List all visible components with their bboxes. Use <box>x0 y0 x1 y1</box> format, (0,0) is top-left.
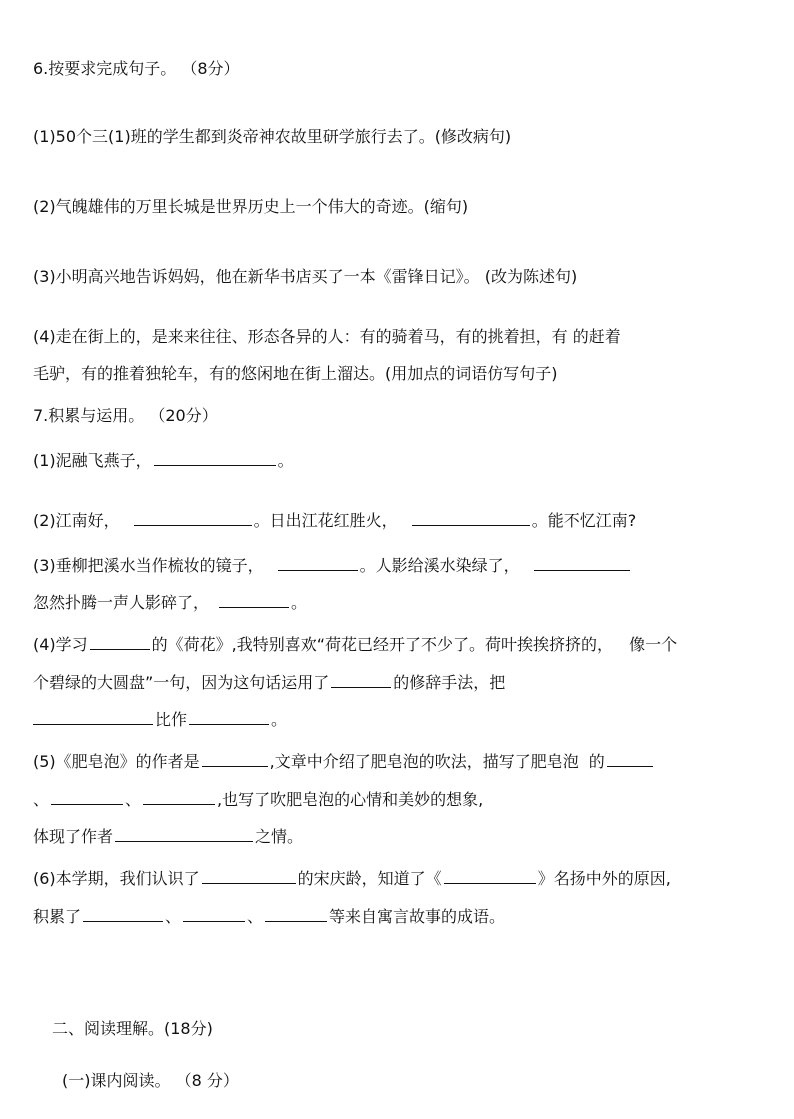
answer-blank[interactable] <box>189 709 269 725</box>
answer-blank[interactable] <box>154 450 276 466</box>
q7-item-5-text-f: ,也写了吹肥皂泡的心情和美妙的想象, <box>217 790 484 809</box>
section-2-title: 二、阅读理解。(18分) <box>52 1019 213 1038</box>
answer-blank[interactable] <box>33 709 153 725</box>
answer-blank[interactable] <box>134 510 252 526</box>
answer-blank[interactable] <box>202 868 296 884</box>
q7-item-4-text-c: 像一个 <box>629 635 678 654</box>
q6-sentence-3: (3)小明高兴地告诉妈妈，他在新华书店买了一本《雷锋日记》。 (改为陈述句) <box>33 267 578 286</box>
q7-item-3-line-1 <box>33 555 632 577</box>
section-2-subtitle: (一)课内阅读。 （8 分） <box>62 1071 239 1090</box>
q7-item-5-line-2 <box>33 789 483 811</box>
answer-blank[interactable] <box>219 592 289 608</box>
q7-item-6-line-1 <box>33 868 671 890</box>
q7-item-6-text-e: 、 <box>165 907 182 926</box>
answer-blank[interactable] <box>278 555 358 571</box>
q7-item-5-text-d: 、 <box>33 790 50 809</box>
q6-sentence-1: (1)50个三(1)班的学生都到炎帝神农故里研学旅行去了。(修改病句) <box>33 127 512 146</box>
answer-blank[interactable] <box>265 906 327 922</box>
answer-blank[interactable] <box>183 906 245 922</box>
q7-item-6-line-2 <box>33 906 505 928</box>
q7-item-6-text-a: (6)本学期，我们认识了 <box>33 869 200 888</box>
answer-blank[interactable] <box>202 751 268 767</box>
q7-item-2-text-a: (2)江南好， <box>33 511 120 530</box>
q7-item-4-text-d: 个碧绿的大圆盘”一句，因为这句话运用了 <box>33 673 330 692</box>
q7-item-4-line-3 <box>33 709 287 731</box>
q7-item-4-text-b: 的《荷花》,我特别喜欢“荷花已经开了不少了。荷叶挨挨挤挤的， <box>151 635 614 654</box>
q7-item-5-text-g: 体现了作者 <box>33 827 114 846</box>
q7-item-2-text-b: 。日出江花红胜火， <box>253 511 398 530</box>
q7-item-4-line-1 <box>33 634 677 656</box>
answer-blank[interactable] <box>412 510 530 526</box>
q7-item-1-text-b: 。 <box>277 451 294 470</box>
q7-title: 7.积累与运用。 （20分） <box>33 406 218 425</box>
answer-blank[interactable] <box>83 906 163 922</box>
answer-blank[interactable] <box>444 868 536 884</box>
q7-item-3-text-d: 。 <box>291 593 308 612</box>
q7-item-3-text-b: 。人影给溪水染绿了， <box>359 556 520 575</box>
q7-item-5-text-a: (5)《肥皂泡》的作者是 <box>33 752 200 771</box>
q6-title: 6.按要求完成句子。 （8分） <box>33 59 240 78</box>
q7-item-6-text-g: 等来自寓言故事的成语。 <box>329 907 506 926</box>
q7-item-5-text-c: 的 <box>588 752 605 771</box>
answer-blank[interactable] <box>51 789 123 805</box>
q7-item-5-text-h: 之情。 <box>255 827 304 846</box>
answer-blank[interactable] <box>534 555 630 571</box>
q7-item-4-text-a: (4)学习 <box>33 635 88 654</box>
q7-item-5-text-b: ,文章中介绍了肥皂泡的吹法，描写了肥皂泡 <box>269 752 579 771</box>
q7-item-4-line-2 <box>33 672 505 694</box>
q7-item-4-text-e: 的修辞手法，把 <box>393 673 506 692</box>
q7-item-6-text-f: 、 <box>247 907 264 926</box>
q7-item-6-text-d: 积累了 <box>33 907 82 926</box>
q7-item-3-line-2 <box>33 592 307 614</box>
q7-item-3-text-c: 忽然扑腾一声人影碎了， <box>33 593 210 612</box>
answer-blank[interactable] <box>143 789 215 805</box>
q6-sentence-4-line-1: (4)走在街上的，是来来往往、形态各异的人：有的骑着马，有的挑着担，有 的赶着 <box>33 327 621 346</box>
q7-item-6-text-b: 的宋庆龄，知道了《 <box>297 869 442 888</box>
q7-item-2-text-c: 。能不忆江南? <box>531 511 637 530</box>
q6-sentence-4-line-2: 毛驴，有的推着独轮车，有的悠闲地在街上溜达。(用加点的词语仿写句子) <box>33 364 558 383</box>
q7-item-4-text-f: 比作 <box>155 710 188 729</box>
q7-item-4-text-g: 。 <box>271 710 288 729</box>
q7-item-6-text-c: 》名扬中外的原因, <box>537 869 671 888</box>
q6-sentence-2: (2)气魄雄伟的万里长城是世界历史上一个伟大的奇迹。(缩句) <box>33 197 469 216</box>
answer-blank[interactable] <box>90 634 150 650</box>
q7-item-1 <box>33 450 294 472</box>
q7-item-5-text-e: 、 <box>125 790 142 809</box>
answer-blank[interactable] <box>607 751 653 767</box>
q7-item-1-text-a: (1)泥融飞燕子， <box>33 451 152 470</box>
q7-item-5-line-3 <box>33 826 303 848</box>
q7-item-2 <box>33 510 636 532</box>
answer-blank[interactable] <box>331 672 391 688</box>
q7-item-5-line-1 <box>33 751 655 773</box>
q7-item-3-text-a: (3)垂柳把溪水当作梳妆的镜子， <box>33 556 264 575</box>
answer-blank[interactable] <box>115 826 253 842</box>
